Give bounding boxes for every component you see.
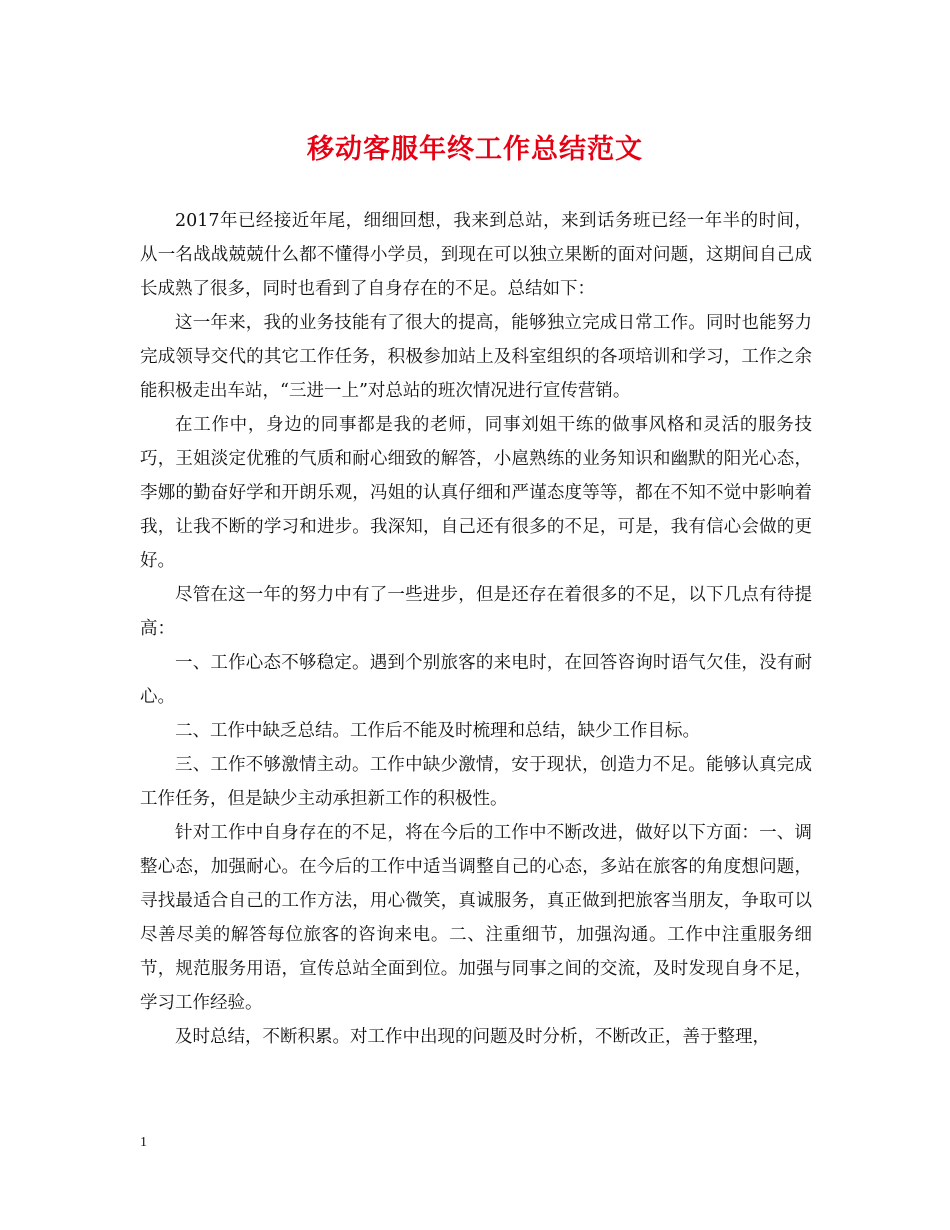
document-title: 移动客服年终工作总结范文 — [307, 134, 643, 165]
paragraph-shortcomings-intro: 尽管在这一年的努力中有了一些进步，但是还存在着很多的不足，以下几点有待提高： — [140, 585, 812, 639]
paragraph-shortcoming-1: 一、工作心态不够稳定。遇到个别旅客的来电时，在回答咨询时语气欠佳，没有耐心。 — [140, 653, 812, 707]
paragraph-improvements: 针对工作中自身存在的不足，将在今后的工作中不断改进，做好以下方面：一、调整心态，加强耐心。在今后的工作中适当调整自己的心态，多站在旅客的角度想问题，寻找最适合自己的工作方法，用心微笑，真诚服务，真正做到把旅客当朋友，争取可以尽善尽美的解答每位旅客的咨询来电。二、注重细节，加强沟通。工作中注重服务细节，规范服务用语，宣传总站全面到位。加强与同事之间的交流，及时发现自身不足，学习工作经验。 — [140, 823, 812, 1013]
paragraph-intro: 2017年已经接近年尾，细细回想，我来到总站，来到话务班已经一年半的时间，从一名战战兢兢什么都不懂得小学员，到现在可以独立果断的面对问题，这期间自己成长成熟了很多，同时也看到了自身存在的不足。总结如下： — [140, 211, 812, 299]
paragraph-skills: 这一年来，我的业务技能有了很大的提高，能够独立完成日常工作。同时也能努力完成领导交代的其它工作任务，积极参加站上及科室组织的各项培训和学习，工作之余能积极走出车站，“三进一上”对总站的班次情况进行宣传营销。 — [140, 313, 812, 401]
document-body — [140, 204, 812, 1054]
paragraph-shortcoming-3: 三、工作不够激情主动。工作中缺少激情，安于现状，创造力不足。能够认真完成工作任务，但是缺少主动承担新工作的积极性。 — [140, 755, 812, 809]
paragraph-summary: 及时总结，不断积累。对工作中出现的问题及时分析，不断改正，善于整理， — [175, 1027, 770, 1047]
paragraph-shortcoming-2: 二、工作中缺乏总结。工作后不能及时梳理和总结，缺少工作目标。 — [175, 721, 700, 741]
paragraph-colleagues: 在工作中，身边的同事都是我的老师，同事刘姐干练的做事风格和灵活的服务技巧，王姐淡定优雅的气质和耐心细致的解答，小扈熟练的业务知识和幽默的阳光心态，李娜的勤奋好学和开朗乐观，冯姐的认真仔细和严谨态度等等，都在不知不觉中影响着我，让我不断的学习和进步。我深知，自己还有很多的不足，可是，我有信心会做的更好。 — [140, 415, 812, 571]
page-number: 1 — [140, 1135, 147, 1150]
